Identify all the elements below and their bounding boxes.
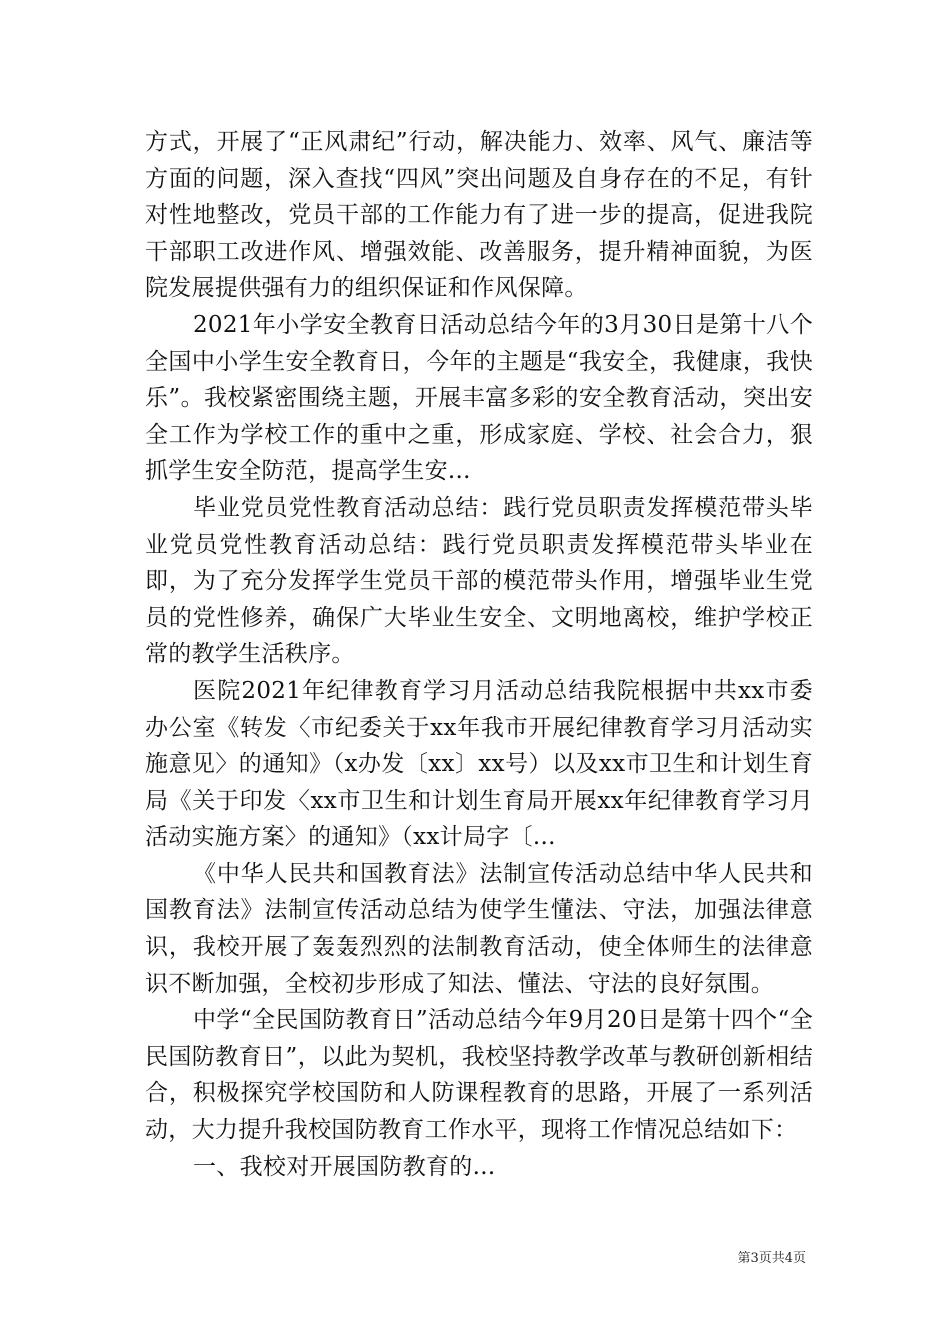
paragraph-6: 中学“全民国防教育日”活动总结今年9月20日是第十四个“全民国防教育日”，以此为契机，我校坚持教学改革与教研创新相结合，积极探究学校国防和人防课程教育的思路，开展了一系列活动，大力提升我校国防教育工作水平，现将工作情况总结如下：	[145, 1007, 813, 1144]
paragraph-5: 《中华人民共和国教育法》法制宣传活动总结中华人民共和国教育法》法制宣传活动总结为使学生懂法、守法，加强法律意识，我校开展了轰轰烈烈的法制教育活动，使全体师生的法律意识不断加强，全校初步形成了知法、懂法、守法的良好氛围。	[145, 860, 813, 997]
page-number: 第3页共4页	[737, 1251, 806, 1266]
paragraph-2: 2021年小学安全教育日活动总结今年的3月30日是第十八个全国中小学生安全教育日，今年的主题是“我安全，我健康，我快乐”。我校紧密围绕主题，开展丰富多彩的安全教育活动，突出安全工作为学校工作的重中之重，形成家庭、学校、社会合力，狠抓学生安全防范，提高学生安...	[145, 311, 813, 485]
document-body	[145, 124, 813, 1185]
paragraph-3: 毕业党员党性教育活动总结：践行党员职责发挥模范带头毕业党员党性教育活动总结：践行党员职责发挥模范带头毕业在即，为了充分发挥学生党员干部的模范带头作用，增强毕业生党员的党性修养，确保广大毕业生安全、文明地离校，维护学校正常的教学生活秩序。	[145, 494, 813, 668]
paragraph-4: 医院2021年纪律教育学习月活动总结我院根据中共xx市委办公室《转发〈市纪委关于xx年我市开展纪律教育学习月活动实施意见〉的通知》（x办发〔xx〕xx号）以及xx市卫生和计划生育局《关于印发〈xx市卫生和计划生育局开展xx年纪律教育学习月活动实施方案〉的通知》（xx计局字〔...	[145, 677, 813, 851]
paragraph-1: 方式，开展了“正风肃纪”行动，解决能力、效率、风气、廉洁等方面的问题，深入查找“四风”突出问题及自身存在的不足，有针对性地整改，党员干部的工作能力有了进一步的提高，促进我院干部职工改进作风、增强效能、改善服务，提升精神面貌，为医院发展提供强有力的组织保证和作风保障。	[145, 129, 813, 302]
paragraph-7: 一、我校对开展国防教育的...	[193, 1153, 496, 1180]
